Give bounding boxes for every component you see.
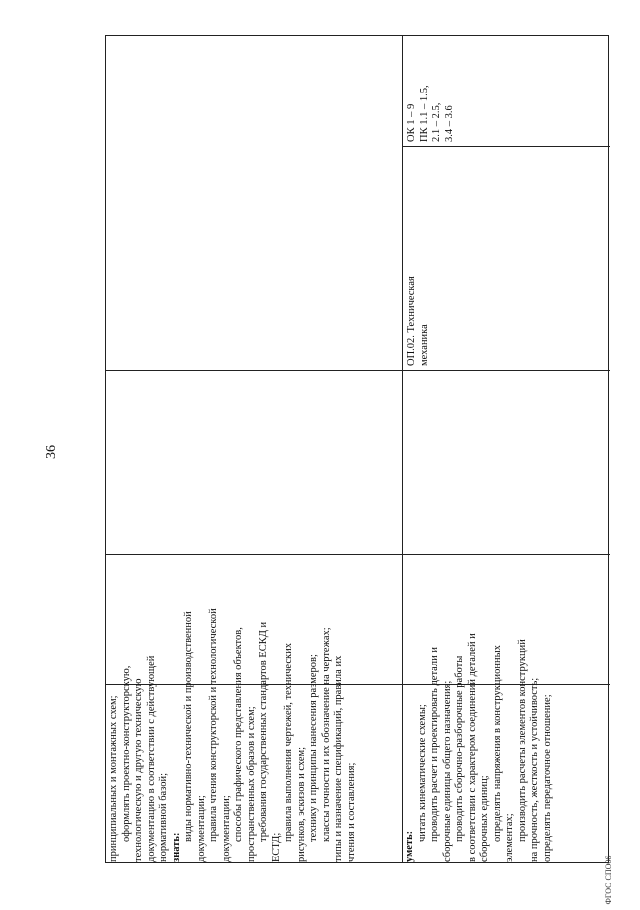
cell-line: документацию в соответствии с действующей [145, 655, 157, 862]
cell-line: механика [418, 324, 430, 366]
cell-line: нормативной базой; [158, 772, 169, 862]
row2-requirements-cell [404, 633, 554, 862]
cell-line: типы и назначение спецификаций, правила их [333, 655, 344, 862]
cell-line: оформлять проектно-конструкторскую, [120, 665, 132, 842]
cell-line: проводить расчет и проектировать детали и [429, 646, 440, 842]
cell-line: документации; [195, 795, 207, 862]
cell-line: сборочных единиц; [479, 775, 490, 862]
cell-line: уметь: [404, 830, 415, 862]
cell-line: ПК 1.1 – 1.5, [418, 85, 430, 142]
cell-line: ЕСТД; [270, 832, 282, 862]
cell-line: знать: [170, 832, 182, 862]
cell-line: элементах; [504, 813, 515, 862]
cell-line: ОП.02. Техническая [406, 276, 417, 366]
row1-requirements-cell [108, 608, 358, 862]
cell-line: виды нормативно-технической и производственной [183, 611, 194, 842]
cell-line: рисунков, эскизов и схем; [295, 746, 307, 862]
cell-line: читать кинематические схемы; [416, 704, 428, 842]
cell-line: определять напряжения в конструкционных [491, 645, 503, 842]
cell-line: чтения и составления; [345, 762, 357, 862]
cell-line: сборочные единицы общего назначения; [441, 680, 453, 862]
cell-line: технику и принципы нанесения размеров; [308, 654, 319, 842]
cell-line: способы графического представления объектов, [233, 627, 244, 842]
cell-line: 2.1 – 2.5, [431, 102, 442, 142]
cell-line: классы точности и их обозначение на чертежах; [320, 627, 332, 842]
row-divider [402, 36, 403, 862]
cell-line: в соответствии с характером соединений деталей и [466, 633, 478, 862]
cell-line: определять передаточное отношение; [541, 694, 553, 862]
cell-line: производить расчеты элементов конструкций [516, 639, 528, 842]
cell-line: правила чтения конструкторской и технологической [208, 608, 219, 842]
footer-mark: ФГОС СПО06 [604, 855, 613, 905]
cell-line: требования государственных стандартов ЕСКД и [258, 621, 269, 842]
cell-line: ОК 1 – 9 [406, 103, 417, 142]
cell-line: проводить сборочно-разборочные работы [454, 655, 465, 842]
cell-line: 3.4 – 3.6 [443, 105, 455, 142]
cell-line: документации; [220, 795, 232, 862]
cell-line: правила выполнения чертежей, технических [283, 643, 294, 842]
column-divider [402, 146, 610, 147]
competency-codes-cell [406, 85, 456, 142]
discipline-name-cell [406, 276, 431, 366]
cell-line: технологическую и другую техническую [133, 678, 144, 862]
competency-table [105, 35, 609, 863]
page-number: 36 [44, 445, 59, 459]
cell-line: на прочность, жесткость и устойчивость; [529, 677, 540, 862]
cell-line: принципиальных и монтажных схем; [108, 695, 119, 862]
cell-line: пространственных образов и схем; [245, 706, 257, 862]
column-divider [106, 370, 610, 371]
column-divider [106, 554, 610, 555]
